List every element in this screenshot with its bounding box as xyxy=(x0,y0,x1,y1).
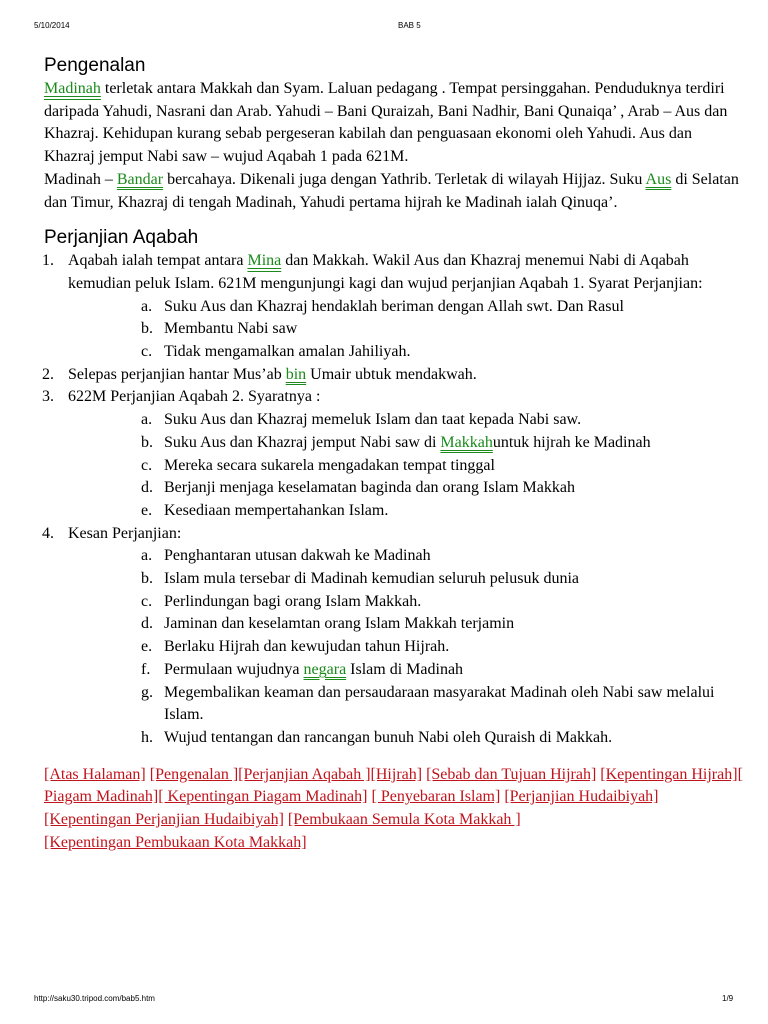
text: untuk hijrah ke Madinah xyxy=(492,433,651,451)
sub-list-letter: d. xyxy=(141,615,153,633)
text: di Selatan dan Timur, Khazraj di tengah Madinah, Yahudi pertama hijrah ke Madinah ialah Qinuqa’. xyxy=(44,170,739,211)
print-page-number: 1/9 xyxy=(722,994,734,1003)
nav-link-kepentingan-piagam-madinah[interactable]: [ Kepentingan Piagam Madinah] xyxy=(158,788,368,806)
nav-link-penyebaran-islam[interactable]: [ Penyebaran Islam] xyxy=(371,788,501,806)
sub-list-letter: e. xyxy=(141,501,153,519)
keyword-link-mina[interactable]: Mina xyxy=(247,252,282,270)
sub-list-letter: c. xyxy=(141,592,153,610)
list-item xyxy=(44,250,744,364)
list-number: 3. xyxy=(42,388,54,406)
text: Aqabah ialah tempat antara xyxy=(68,252,248,270)
print-date: 5/10/2014 xyxy=(34,21,70,30)
sub-list-item xyxy=(68,682,744,727)
sub-list-item xyxy=(68,636,744,659)
sub-list-letter: a. xyxy=(141,547,153,565)
text: Umair ubtuk mendakwah. xyxy=(306,365,477,383)
sub-list-item xyxy=(68,341,744,364)
list-number: 1. xyxy=(42,252,54,270)
text: Kesan Perjanjian: xyxy=(68,524,182,542)
list-item xyxy=(44,523,744,750)
text: Megembalikan keaman dan persaudaraan masyarakat Madinah oleh Nabi saw melalui Islam. xyxy=(164,683,715,724)
nav-link-pengenalan[interactable]: [Pengenalan ] xyxy=(149,765,239,783)
heading-perjanjian-aqabah: Perjanjian Aqabah xyxy=(44,227,199,249)
text: Kesediaan mempertahankan Islam. xyxy=(164,501,389,519)
text: Islam mula tersebar di Madinah kemudian seluruh pelusuk dunia xyxy=(164,570,580,588)
sub-list-letter: b. xyxy=(141,320,153,338)
sub-list-letter: e. xyxy=(141,638,153,656)
list-number: 2. xyxy=(42,365,54,383)
nav-link-perjanjian-hudaibiyah[interactable]: [Perjanjian Hudaibiyah] xyxy=(504,788,659,806)
sub-list-item xyxy=(68,500,744,523)
text: Selepas perjanjian hantar Mus’ab xyxy=(68,365,286,383)
navigation-links xyxy=(44,764,744,855)
nav-link-kepentingan-pembukaan-kota-makkah[interactable]: [Kepentingan Pembukaan Kota Makkah] xyxy=(44,833,307,851)
text: Penghantaran utusan dakwah ke Madinah xyxy=(164,547,431,565)
text: Permulaan wujudnya xyxy=(164,660,304,678)
nav-link-kepentingan-hijrah[interactable]: [Kepentingan Hijrah] xyxy=(600,765,738,783)
text: terletak antara Makkah dan Syam. Laluan pedagang . Tempat persinggahan. Penduduknya terdiri daripada Yahudi, Nasrani dan Arab. Yahudi – Bani Quraizah, Bani Nadhir, Bani Qunaiqa’ , Arab – Aus dan Khazraj. Kehidupan kurang sebab pergeseran kabilah dan penguasaan ekonomi oleh Yahudi. Aus dan Khazraj jemput Nabi saw – wujud Aqabah 1 pada 621M. xyxy=(44,80,728,166)
sub-list-item xyxy=(68,477,744,500)
keyword-link-bandar[interactable]: Bandar xyxy=(116,170,164,188)
nav-link-piagam-madinah[interactable]: [ Piagam Madinah] xyxy=(44,765,743,806)
sub-list-item xyxy=(68,432,744,455)
text: Suku Aus dan Khazraj hendaklah beriman dengan Allah swt. Dan Rasul xyxy=(164,297,624,315)
sub-list-item xyxy=(68,568,744,591)
list-item xyxy=(44,386,744,522)
keyword-link-bin[interactable]: bin xyxy=(285,365,307,383)
sub-list-letter: a. xyxy=(141,411,153,429)
print-url: http://saku30.tripod.com/bab5.htm xyxy=(34,994,155,1003)
paragraph-pengenalan-1 xyxy=(44,78,744,169)
document-body xyxy=(44,54,744,855)
sub-list-letter: h. xyxy=(141,728,153,746)
text: Jaminan dan keselamtan orang Islam Makkah terjamin xyxy=(164,615,515,633)
text: Membantu Nabi saw xyxy=(164,320,298,338)
text: Mereka secara sukarela mengadakan tempat tinggal xyxy=(164,456,495,474)
keyword-link-negara[interactable]: negara xyxy=(303,660,347,678)
text: Islam di Madinah xyxy=(346,660,464,678)
sub-list-letter: b. xyxy=(141,570,153,588)
sub-list-letter: g. xyxy=(141,683,153,701)
paragraph-pengenalan-2 xyxy=(44,169,744,214)
numbered-list xyxy=(44,250,744,749)
text: Berlaku Hijrah dan kewujudan tahun Hijrah. xyxy=(164,638,450,656)
nav-link-pembukaan-semula-kota-makkah[interactable]: [Pembukaan Semula Kota Makkah ] xyxy=(287,811,521,829)
nav-link-atas-halaman[interactable]: [Atas Halaman] xyxy=(44,765,146,783)
text: Suku Aus dan Khazraj memeluk Islam dan taat kepada Nabi saw. xyxy=(164,411,582,429)
text: Tidak mengamalkan amalan Jahiliyah. xyxy=(164,343,411,361)
sub-list-item xyxy=(68,455,744,478)
print-title: BAB 5 xyxy=(398,21,421,30)
sub-list-item xyxy=(68,409,744,432)
sub-list-item xyxy=(68,727,744,750)
text: Wujud tentangan dan rancangan bunuh Nabi oleh Quraish di Makkah. xyxy=(164,728,613,746)
keyword-link-madinah[interactable]: Madinah xyxy=(44,80,101,97)
sub-list-item xyxy=(68,296,744,319)
text: bercahaya. Dikenali juga dengan Yathrib. Terletak di wilayah Hijjaz. Suku xyxy=(163,170,646,188)
list-item xyxy=(44,364,744,387)
sub-list xyxy=(68,409,744,523)
nav-link-hijrah[interactable]: [Hijrah] xyxy=(370,765,423,783)
sub-list-item xyxy=(68,591,744,614)
sub-list-letter: a. xyxy=(141,297,153,315)
text: dan Makkah. Wakil Aus dan Khazraj menemui Nabi di Aqabah kemudian peluk Islam. 621M mengunjungi kagi dan wujud perjanjian Aqabah 1. Syarat Perjanjian: xyxy=(68,252,703,292)
sub-list-letter: b. xyxy=(141,433,153,451)
sub-list-letter: c. xyxy=(141,456,153,474)
sub-list-letter: d. xyxy=(141,479,153,497)
sub-list-letter: c. xyxy=(141,343,153,361)
sub-list-item xyxy=(68,318,744,341)
sub-list-item xyxy=(68,545,744,568)
sub-list xyxy=(68,545,744,749)
nav-link-kepentingan-perjanjian-hudaibiyah[interactable]: [Kepentingan Perjanjian Hudaibiyah] xyxy=(44,811,284,829)
list-number: 4. xyxy=(42,524,54,542)
text: Berjanji menjaga keselamatan baginda dan orang Islam Makkah xyxy=(164,479,575,497)
sub-list xyxy=(68,296,744,364)
sub-list-letter: f. xyxy=(141,660,151,678)
text: Madinah – xyxy=(44,170,117,188)
heading-pengenalan: Pengenalan xyxy=(44,55,146,76)
keyword-link-makkah[interactable]: Makkah xyxy=(440,433,493,451)
text: Suku Aus dan Khazraj jemput Nabi saw di xyxy=(164,433,441,451)
text: Perlindungan bagi orang Islam Makkah. xyxy=(164,592,422,610)
text: 622M Perjanjian Aqabah 2. Syaratnya : xyxy=(68,388,321,406)
sub-list-item xyxy=(68,659,744,682)
keyword-link-aus[interactable]: Aus xyxy=(645,170,672,188)
nav-link-sebab-tujuan-hijrah[interactable]: [Sebab dan Tujuan Hijrah] xyxy=(426,765,597,783)
sub-list-item xyxy=(68,613,744,636)
nav-link-perjanjian-aqabah[interactable]: [Perjanjian Aqabah ] xyxy=(238,765,371,783)
